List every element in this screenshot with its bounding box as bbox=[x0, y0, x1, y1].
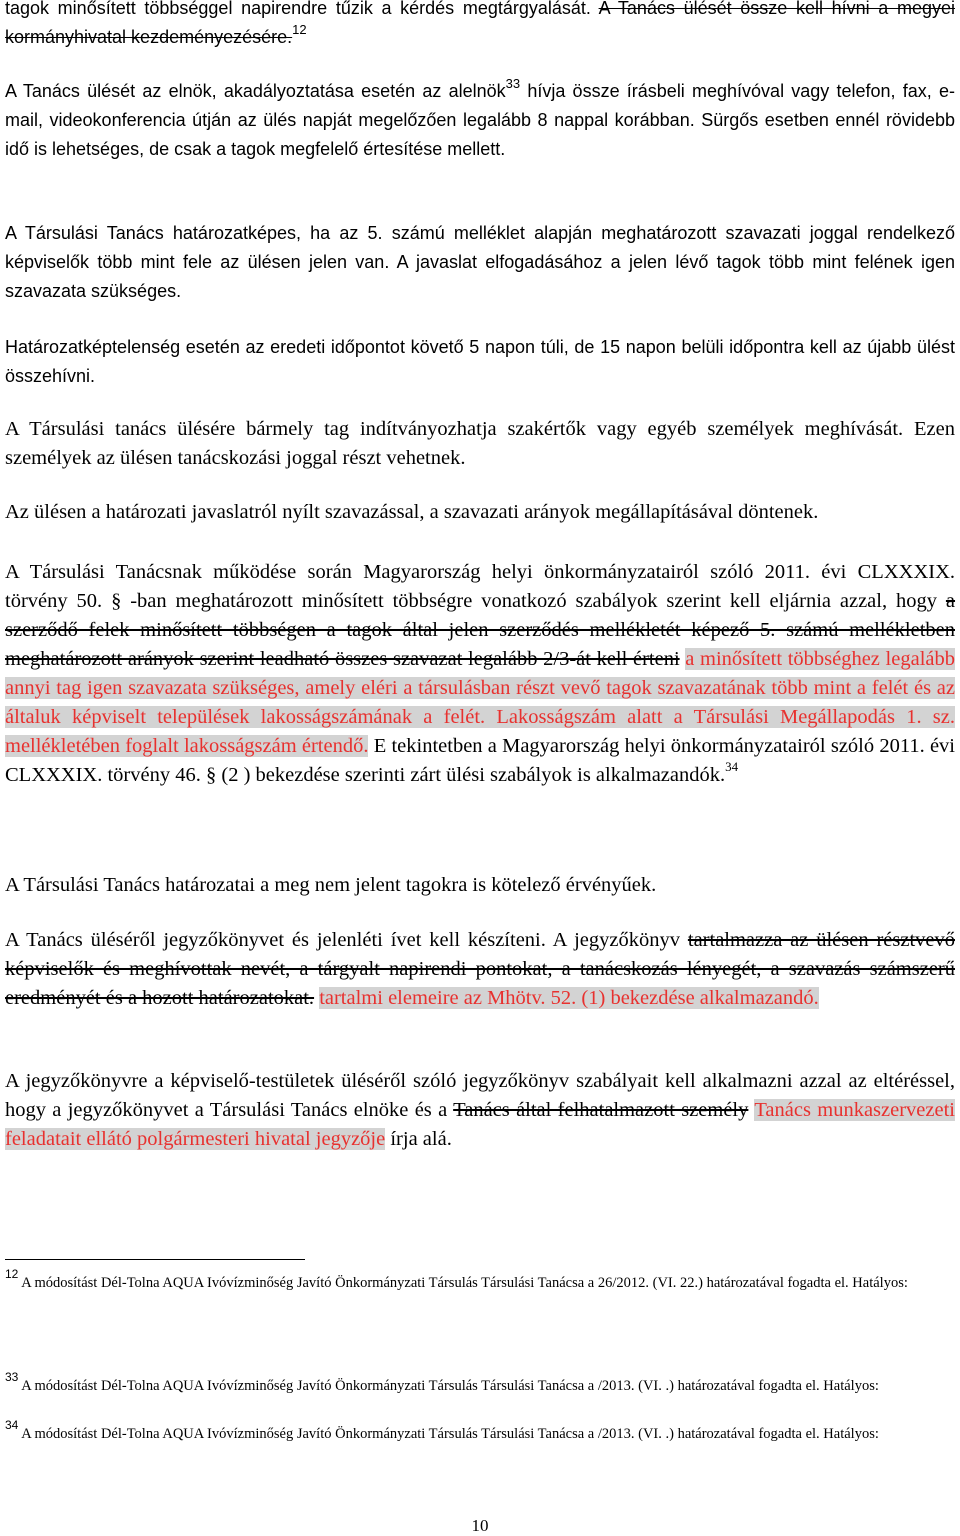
inserted-text: Tanács munkaszervezeti feladatait ellátó polgármesteri hivatal jegyzője bbox=[5, 1099, 955, 1150]
text-run: A Társulási Tanácsnak működése során Magyarország helyi önkormányzatairól szóló 2011. évi CLXXXIX. törvény 50. bbox=[5, 561, 955, 612]
paragraph-minutes-signing bbox=[5, 1067, 955, 1154]
footnote-12 bbox=[5, 1267, 955, 1294]
paragraph-reconvene bbox=[5, 333, 955, 391]
footnote-number: 34 bbox=[5, 1418, 19, 1432]
text-run: Az ülésen a határozati javaslatról nyílt szavazással, a szavazati arányok megállapításával döntenek. bbox=[5, 501, 819, 523]
footnote-ref-33[interactable]: 33 bbox=[505, 76, 521, 91]
paragraph-minutes bbox=[5, 926, 955, 1013]
text-run: (2 ) bekezdése szerinti zárt ülési szabályok is alkalmazandók. bbox=[221, 764, 726, 786]
footnote-text: A módosítást Dél-Tolna AQUA Ivóvízminőség Javító Önkormányzati Társulás Társulási Tanácsa a /2013. (VI. .) határozatával fogadta el. Hatályos: bbox=[21, 1378, 879, 1394]
text-run: Határozatképtelenség esetén az eredeti időpontot követő 5 napon túli, de 15 napon belüli időpontra kell az újabb ülést összehívni. bbox=[5, 337, 955, 386]
section-sign: § bbox=[206, 764, 217, 786]
footnote-text: A módosítást Dél-Tolna AQUA Ivóvízminőség Javító Önkormányzati Társulás Társulási Tanácsa a /2013. (VI. .) határozatával fogadta el. Hatályos: bbox=[21, 1426, 879, 1442]
footnote-number: 12 bbox=[5, 1267, 19, 1281]
paragraph-voting bbox=[5, 498, 955, 527]
footnote-text: A módosítást Dél-Tolna AQUA Ivóvízminőség Javító Önkormányzati Társulás Társulási Tanácsa a 26/2012. (VI. 22.) határozatával fogadta el. Hatályos: bbox=[21, 1275, 908, 1291]
text-run: A jegyzőkönyvre a képviselő-testületek üléséről szóló jegyzőkönyv szabályait kell alkalmazni azzal az eltéréssel, hogy a jegyzőkönyvet a Társulási Tanács elnöke és a bbox=[5, 1070, 955, 1121]
text-run: E tekintetben a Magyarország helyi önkormányzatairól szóló 2011. évi CLXXXIX. törvény 46. bbox=[5, 735, 955, 786]
footnote-ref-34[interactable]: 34 bbox=[725, 759, 739, 775]
paragraph-experts bbox=[5, 415, 955, 473]
text-run: A Társulási tanács ülésére bármely tag indítványozhatja szakértők vagy egyéb személyek meghívását. Ezen személyek az ülésen tanácskozási joggal részt vehetnek. bbox=[5, 418, 955, 469]
footnote-separator bbox=[5, 1259, 305, 1260]
footnote-33 bbox=[5, 1370, 955, 1397]
text-run: hívja össze írásbeli meghívóval vagy telefon, fax, e-mail, videokonferencia útján az ülés napját megelőzően legalább 8 nappal korábban. Sürgős esetben ennél rövidebb idő is lehetséges, de csak a tagok megfelelő értesítése mellett. bbox=[5, 81, 955, 159]
footnote-ref-12[interactable]: 12 bbox=[292, 22, 307, 37]
inserted-text: tartalmi elemeire az Mhötv. 52. (1) bekezdése alkalmazandó. bbox=[319, 987, 819, 1009]
deleted-text: Tanács által felhatalmazott személy bbox=[453, 1099, 749, 1121]
paragraph-quorum bbox=[5, 219, 955, 306]
text-run: -ban meghatározott minősített többségre vonatkozó szabályok szerint kell eljárnia azzal, hogy bbox=[130, 590, 938, 612]
paragraph-qualified-majority bbox=[5, 558, 955, 790]
page-number: 10 bbox=[471, 1516, 489, 1535]
paragraph-continuation bbox=[5, 0, 955, 52]
text-run: A Társulási Tanács határozatai a meg nem jelent tagokra is kötelező érvényűek. bbox=[5, 874, 657, 896]
deleted-text: a szerződő felek minősített többségen a tagok által jelen szerződés mellékletét képező 5. számú mellékletben meghatározott arányok szerint leadható összes szavazat legalább 2/3-át kell érteni bbox=[5, 590, 956, 670]
text-run: írja alá. bbox=[390, 1128, 452, 1150]
inserted-text: a minősített többséghez legalább annyi tag igen szavazata szükséges, amely eléri a társulásban részt vevő tagok szavazatának több mint a felét és az általuk képviselt települések lakosságszámának a felét. Lakosságszám alatt a Társulási Megállapodás 1. sz. mellékletében foglalt lakosságszám értendő. bbox=[5, 648, 955, 757]
footnote-34 bbox=[5, 1418, 955, 1445]
text-run: A Tanács üléséről jegyzőkönyvet és jelenléti ívet kell készíteni. A jegyzőkönyv bbox=[5, 929, 681, 951]
deleted-text: A Tanács ülését össze kell hívni a megyei kormányhivatal kezdeményezésére. bbox=[5, 0, 955, 47]
deleted-text: tartalmazza az ülésen résztvevő képviselők és meghívottak nevét, a tárgyalt napirendi pontokat, a tanácskozás lényegét, a szavazás számszerű eredményét és a hozott határozatokat. bbox=[5, 929, 955, 1009]
text-run: tagok minősített többséggel napirendre tűzik a kérdés megtárgyalását. bbox=[5, 0, 591, 18]
text-run: A Tanács ülését az elnök, akadályoztatása esetén az alelnök bbox=[5, 81, 506, 101]
paragraph-binding bbox=[5, 871, 955, 900]
footnote-number: 33 bbox=[5, 1370, 19, 1384]
paragraph-convening bbox=[5, 77, 955, 164]
text-run: A Társulási Tanács határozatképes, ha az 5. számú melléklet alapján meghatározott szavazati joggal rendelkező képviselők több mint fele az ülésen jelen van. A javaslat elfogadásához a jelen lévő tagok több mint felének igen szavazata szükséges. bbox=[5, 223, 955, 301]
section-sign: § bbox=[111, 590, 122, 612]
